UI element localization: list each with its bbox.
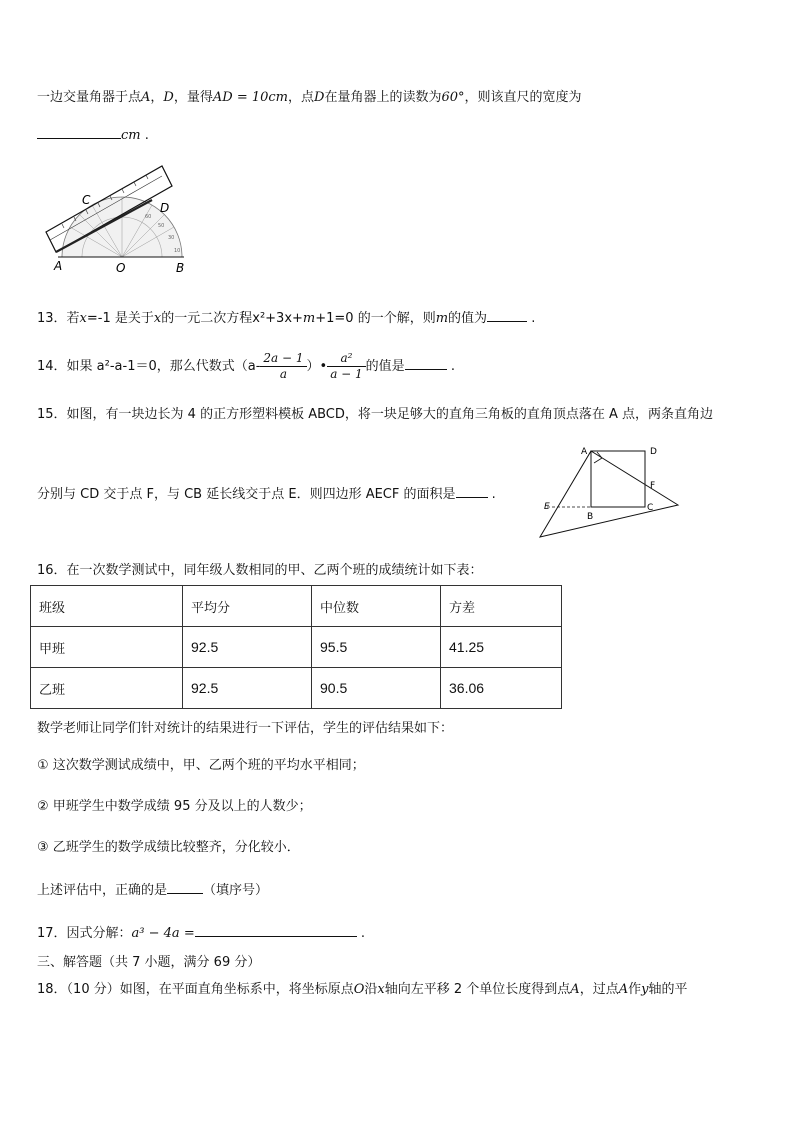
score-stats-table — [30, 585, 562, 709]
point-a-label: A — [141, 90, 151, 105]
table-cell: 乙班 — [31, 668, 183, 709]
table-cell: 95.5 — [312, 627, 441, 668]
answer-blank-q13[interactable] — [487, 307, 527, 322]
question-16-prompt: 上述评估中，正确的是 （填序号） — [37, 879, 268, 901]
label-a: A — [581, 447, 588, 457]
table-cell: 92.5 — [183, 627, 312, 668]
question-14: 14．如果 a²-a-1＝0，那么代数式（a- $\frac{2a - 1}{a}$ ）• $\frac{\text{a²}}{a - 1}$ 的值是 . — [37, 351, 455, 381]
table-cell: 36.06 — [441, 668, 562, 709]
answer-blank-q16[interactable] — [167, 879, 203, 894]
point-d-label: D — [163, 90, 174, 105]
label-d: D — [160, 201, 170, 215]
label-b: B — [587, 512, 594, 522]
question-18: 18．（10 分）如图，在平面直角坐标系中，将坐标原点O沿x轴向左平移 2 个单位长度得到点A，过点A作y轴的平 — [37, 982, 688, 997]
label-c: C — [82, 193, 91, 207]
table-cell: 90.5 — [312, 668, 441, 709]
right-triangle — [540, 451, 678, 537]
label-a: A — [54, 259, 63, 273]
evaluation-item-3: ③ 乙班学生的数学成绩比较整齐，分化较小． — [37, 840, 300, 855]
ad-equation: AD = 10cm — [212, 90, 288, 105]
label-e: E — [544, 502, 550, 512]
label-c: C — [647, 503, 654, 513]
q12-line2: cm . — [37, 124, 149, 146]
answer-blank-q15[interactable] — [456, 483, 488, 498]
svg-text:60: 60 — [145, 214, 152, 220]
q12-line1: 一边交量角器于点A，D，量得AD = 10cm，点D在量角器上的读数为60°，则该直尺的宽度为 — [37, 90, 582, 105]
question-16-intro: 16．在一次数学测试中，同年级人数相同的甲、乙两个班的成绩统计如下表： — [37, 563, 483, 578]
section-heading: 三、解答题（共 7 小题，满分 69 分） — [37, 955, 261, 970]
table-row — [31, 668, 562, 709]
angle-reading: 60° — [441, 90, 465, 105]
question-17: 17．因式分解：a³ − 4a = . — [37, 922, 365, 944]
answer-blank-q12[interactable] — [37, 124, 121, 139]
factor-expression: a³ − 4a = — [131, 926, 195, 941]
table-header: 平均分 — [183, 586, 312, 627]
question-13: 13．若x=-1 是关于x的一元二次方程x²+3x+m+1=0 的一个解，则m的值为 . — [37, 307, 535, 329]
question-16-after: 数学老师让同学们针对统计的结果进行一下评估，学生的评估结果如下： — [37, 721, 454, 736]
ruler-protractor-figure — [40, 160, 200, 278]
svg-text:10: 10 — [174, 248, 181, 254]
label-d: D — [650, 447, 657, 457]
svg-text:30: 30 — [168, 235, 175, 241]
evaluation-item-2: ② 甲班学生中数学成绩 95 分及以上的人数少； — [37, 799, 312, 814]
question-15-line2: 分别与 CD 交于点 F，与 CB 延长线交于点 E．则四边形 AECF 的面积是 . — [37, 483, 496, 505]
label-b: B — [176, 261, 185, 275]
square-triangle-figure — [535, 440, 685, 544]
table-cell: 甲班 — [31, 627, 183, 668]
table-cell: 92.5 — [183, 668, 312, 709]
table-header: 中位数 — [312, 586, 441, 627]
table-cell: 41.25 — [441, 627, 562, 668]
table-header: 班级 — [31, 586, 183, 627]
fraction-a2-over-a-1: $\frac{\text{a²}}{a - 1}$ — [327, 351, 365, 382]
table-row — [31, 627, 562, 668]
answer-blank-q14[interactable] — [405, 355, 447, 370]
fraction-2a-1-over-a: $\frac{2a - 1}{a}$ — [260, 351, 306, 382]
label-o: O — [116, 261, 126, 275]
svg-text:50: 50 — [158, 223, 165, 229]
label-f: F — [650, 481, 656, 491]
table-header: 方差 — [441, 586, 562, 627]
answer-blank-q17[interactable] — [195, 922, 357, 937]
table-header-row — [31, 586, 562, 627]
question-15-line1: 15．如图，有一块边长为 4 的正方形塑料模板 ABCD，将一块足够大的直角三角板的直角顶点落在 A 点，两条直角边 — [37, 407, 714, 422]
evaluation-item-1: ① 这次数学测试成绩中，甲、乙两个班的平均水平相同； — [37, 758, 365, 773]
